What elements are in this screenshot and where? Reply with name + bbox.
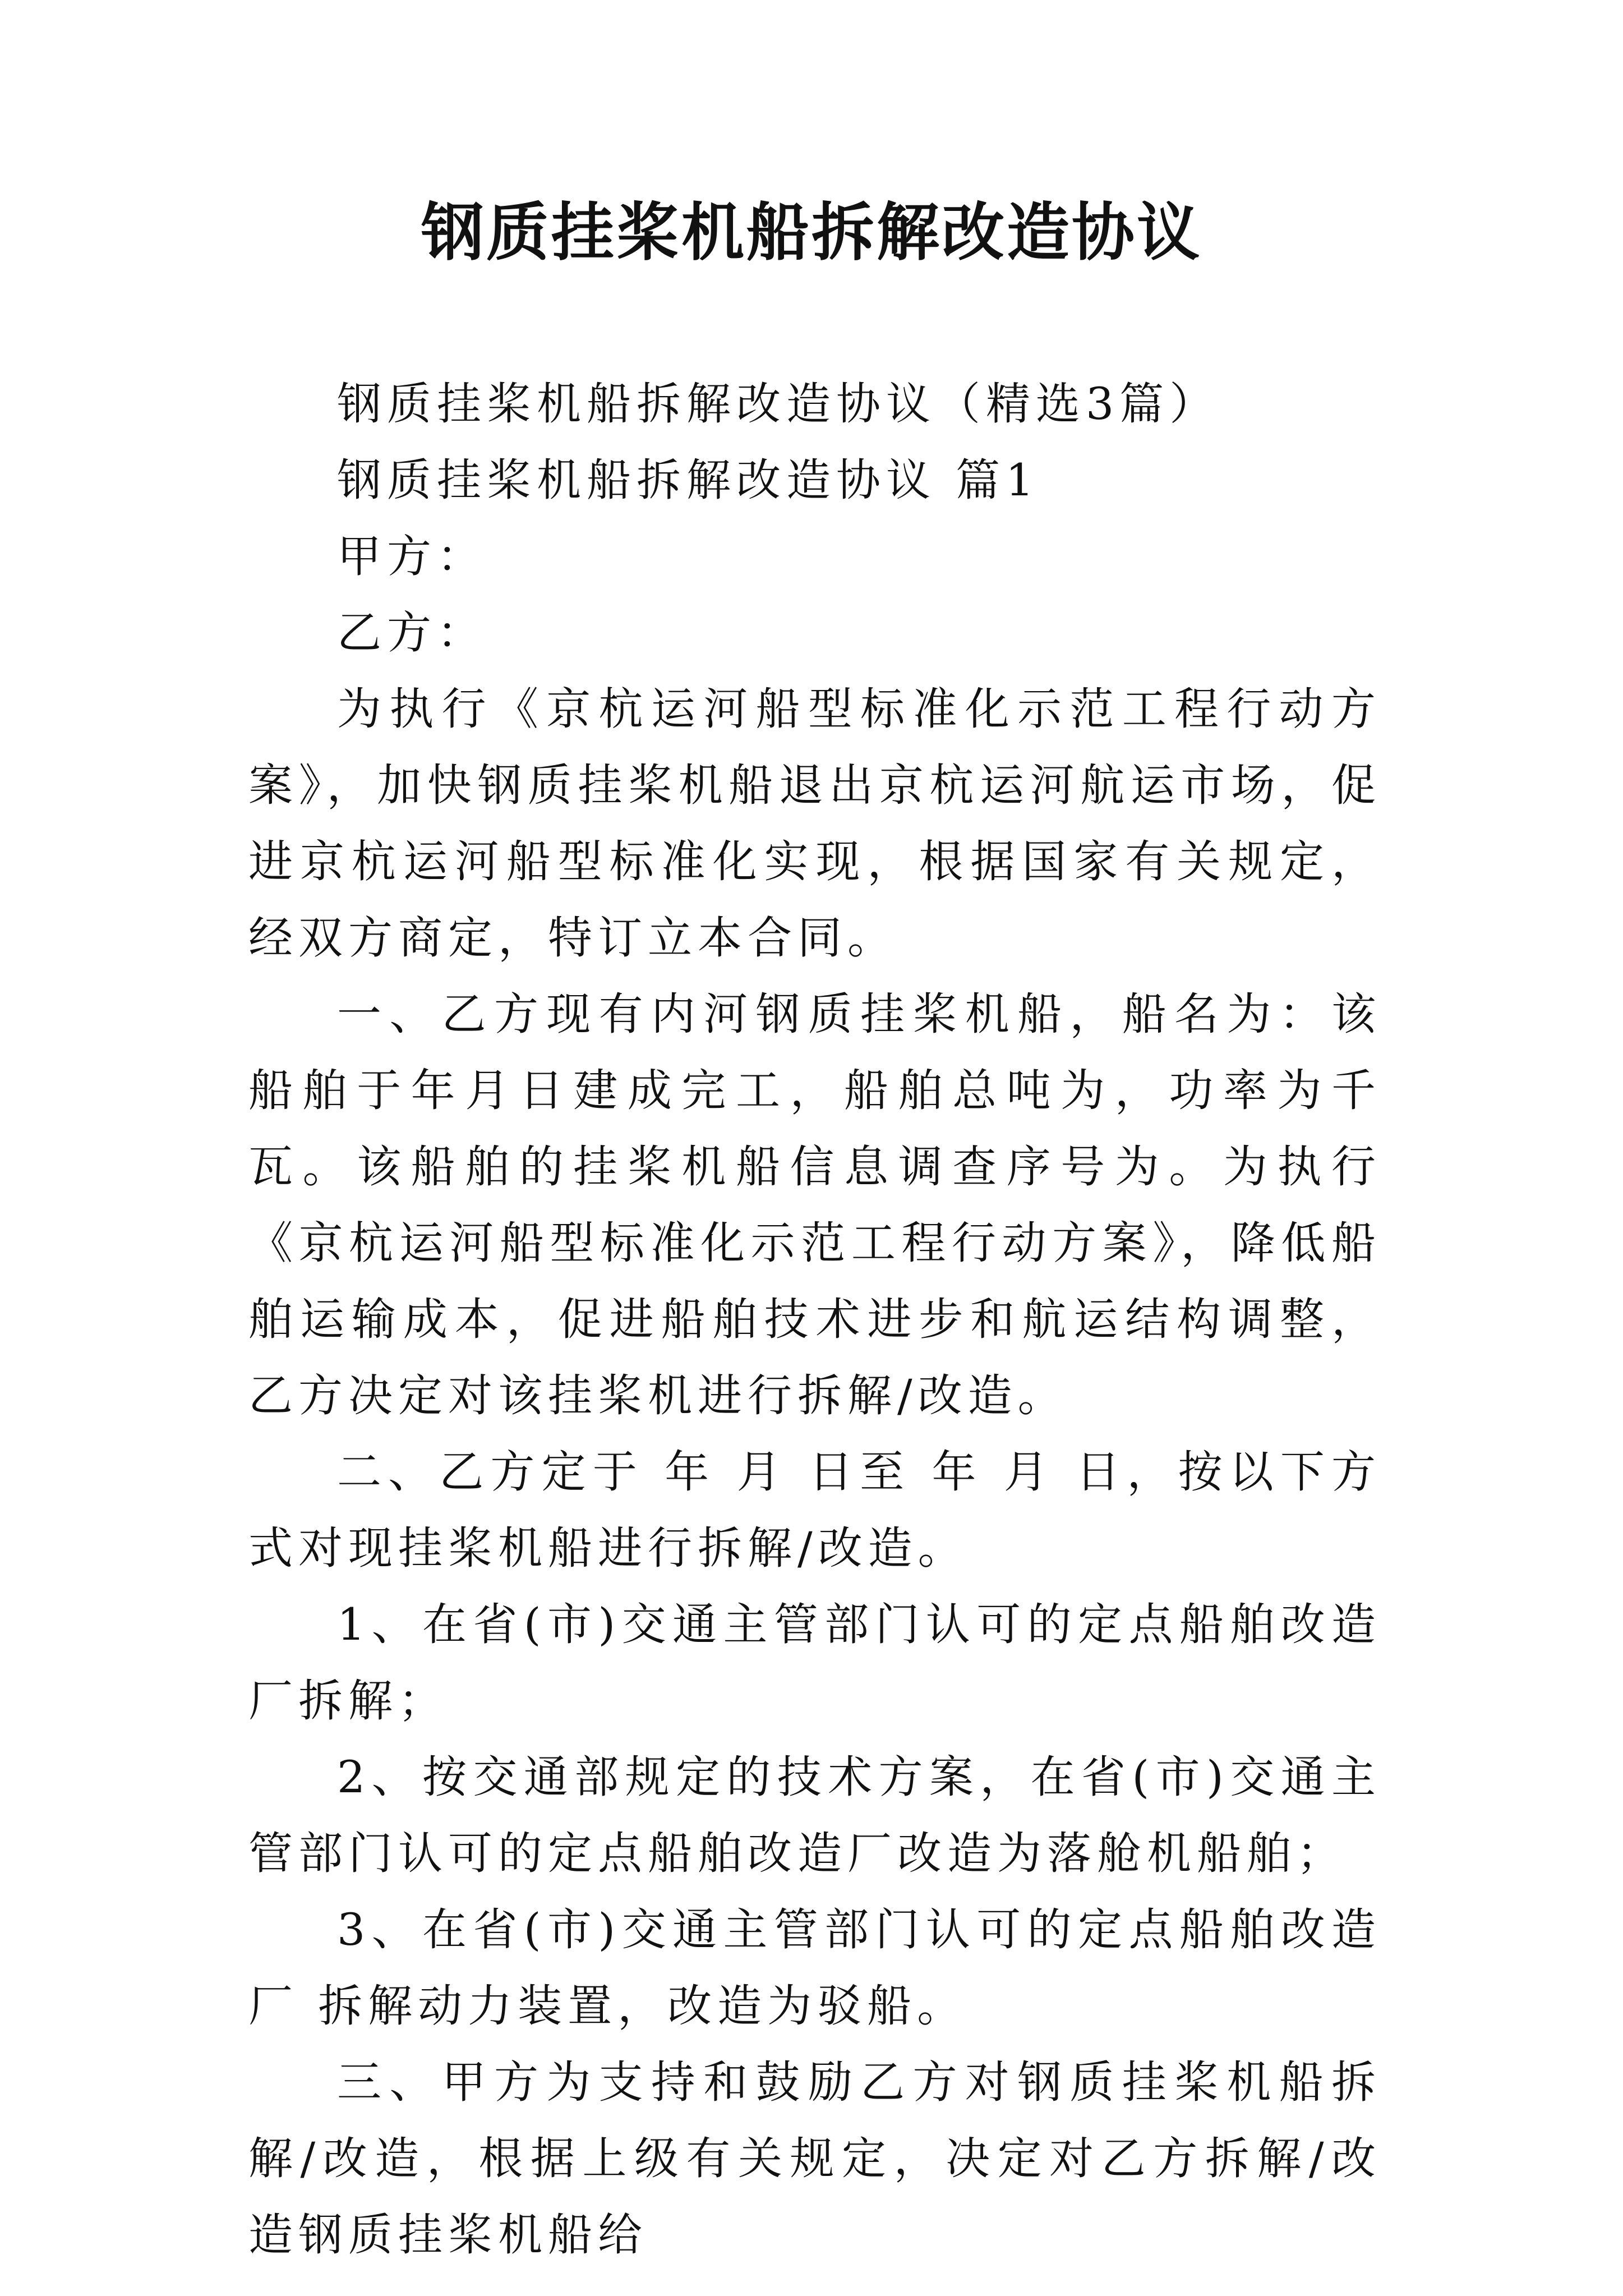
paragraph-section-heading: 钢质挂桨机船拆解改造协议 篇1 [337, 454, 1040, 506]
paragraph-clause-3: 三、甲方为支持和鼓励乙方对钢质挂桨机船拆解/改造，根据上级有关规定，决定对乙方拆解/改造钢质挂桨机船给 [248, 2056, 1381, 2261]
paragraph-option-1: 1、在省(市)交通主管部门认可的定点船舶改造厂拆解； [248, 1599, 1381, 1727]
paragraph-subtitle: 钢质挂桨机船拆解改造协议（精选3篇） [337, 378, 1220, 430]
paragraph-clause-1: 一、乙方现有内河钢质挂桨机船，船名为：该船舶于年月日建成完工，船舶总吨为，功率为千瓦。该船舶的挂桨机船信息调查序号为。为执行《京杭运河船型标准化示范工程行动方案》，降低船舶运输成本，促进船舶技术进步和航运结构调整，乙方决定对该挂桨机进行拆解/改造。 [248, 988, 1381, 1421]
document-body [248, 366, 1381, 2273]
paragraph-option-3: 3、在省(市)交通主管部门认可的定点船舶改造厂 拆解动力装置，改造为驳船。 [248, 1904, 1381, 2032]
paragraph-party-a: 甲方： [337, 531, 487, 582]
paragraph-preamble: 为执行《京杭运河船型标准化示范工程行动方案》，加快钢质挂桨机船退出京杭运河航运市场，促进京杭运河船型标准化实现，根据国家有关规定，经双方商定，特订立本合同。 [248, 683, 1381, 964]
paragraph-option-2: 2、按交通部规定的技术方案，在省(市)交通主管部门认可的定点船舶改造厂改造为落舱机船舶； [248, 1751, 1381, 1879]
paragraph-clause-2: 二、乙方定于 年 月 日至 年 月 日，按以下方式对现挂桨机船进行拆解/改造。 [248, 1446, 1381, 1574]
document-title: 钢质挂桨机船拆解改造协议 [421, 196, 1202, 269]
paragraph-party-b: 乙方： [337, 607, 487, 659]
